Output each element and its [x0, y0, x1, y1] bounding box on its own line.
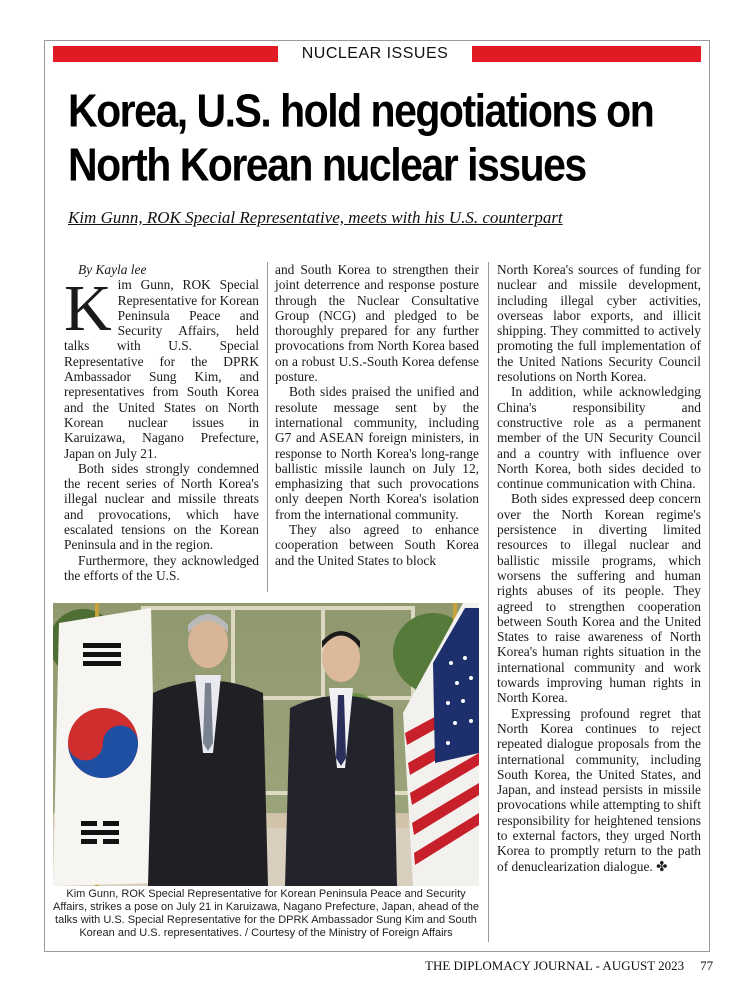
paragraph: North Korea's sources of funding for nuclear and missile development, including illegal cyber activities, overseas labor exports, and illicit shipping. They committed to actively promoting the full implementation of the United Nations Security Council resolutions on North Korea. — [497, 262, 701, 385]
column-rule — [488, 262, 489, 942]
section-bar-left — [53, 46, 278, 62]
paragraph: Furthermore, they acknowledged the efforts of the U.S. — [64, 552, 259, 583]
paragraph: and South Korea to strengthen their joint deterrence and response posture through the Nuclear Consultative Group (NCG) and pledged to be thoroughly prepared for any further provocations from North Korea based on a robust U.S.-South Korea defense posture. — [275, 262, 479, 385]
page-footer — [425, 958, 713, 974]
subheadline: Kim Gunn, ROK Special Representative, meets with his U.S. counterpart — [68, 208, 563, 227]
paragraph: In addition, while acknowledging China's responsibility and constructive role as a permanent member of the UN Security Council and a country with influence over North Korea, both sides decided to continue communication with China. — [497, 384, 701, 492]
article-column-3 — [497, 262, 701, 874]
korean-flag-icon — [53, 603, 157, 886]
paragraph: Both sides expressed deep concern over the North Korean regime's persistence in diverting limited resources to illegal nuclear and ballistic missile programs, which worsens the suffering and human rights abuses of its people. They agreed to strengthen cooperation between South Korea and the United States to raise awareness of North Korea's human rights situation in the international community and work towards improving human rights in North Korea. — [497, 491, 701, 706]
article-column-1 — [64, 262, 259, 583]
publication-name: THE DIPLOMACY JOURNAL - AUGUST 2023 — [425, 958, 685, 973]
section-bar-right — [472, 46, 701, 62]
paragraph: Both sides strongly condemned the recent series of North Korea's illegal nuclear and missile threats and provocations, which have escalated tensions on the Korean Peninsula and in the region. — [64, 460, 259, 553]
page-number: 77 — [700, 958, 714, 973]
column-rule — [267, 262, 268, 592]
section-label: NUCLEAR ISSUES — [301, 45, 449, 62]
photo-caption: Kim Gunn, ROK Special Representative for Korean Peninsula Peace and Security Affairs, strikes a pose on July 21 in Karuizawa, Nagano Prefecture, Japan, ahead of the talks with U.S. Special Representative for the DPRK Ambassador Sung Kim and South Korean and U.S. representatives. / Courtesy of the Ministry of Foreign Affairs — [53, 886, 479, 942]
article-column-2 — [275, 262, 479, 568]
article-photo — [53, 603, 479, 886]
paragraph — [64, 272, 259, 461]
headline: Korea, U.S. hold negotiations on North Korean nuclear issues — [68, 85, 654, 191]
drop-cap: K — [64, 272, 112, 346]
byline: By Kayla lee — [78, 262, 147, 277]
paragraph: They also agreed to enhance cooperation between South Korea and the United States to block — [275, 522, 479, 568]
paragraph-text: im Gunn, ROK Special Representative for Korean Peninsula Peace and Security Affairs, held talks with U.S. Special Representative for the DPRK Ambassador Sung Kim, and representatives from South Korea and the United States on North Korean nuclear issues in Karuizawa, Nagano Prefecture, Japan on July 21. — [64, 277, 259, 461]
paragraph: Both sides praised the unified and resolute message sent by the international community, including G7 and ASEAN foreign ministers, in response to North Korea's long-range ballistic missile launch on July 12, emphasizing that such provocations only deepen North Korea's isolation from the international community. — [275, 384, 479, 522]
paragraph: Expressing profound regret that North Korea continues to reject repeated dialogue proposals from the international community, including South Korea, the United States, and Japan, and instead persists in missile provocations while attempting to shift responsibility for heightened tensions to external factors, they urged North Korea to promptly return to the path of denuclearization dialogue. ✤ — [497, 705, 701, 874]
photo-illustration — [53, 603, 479, 886]
